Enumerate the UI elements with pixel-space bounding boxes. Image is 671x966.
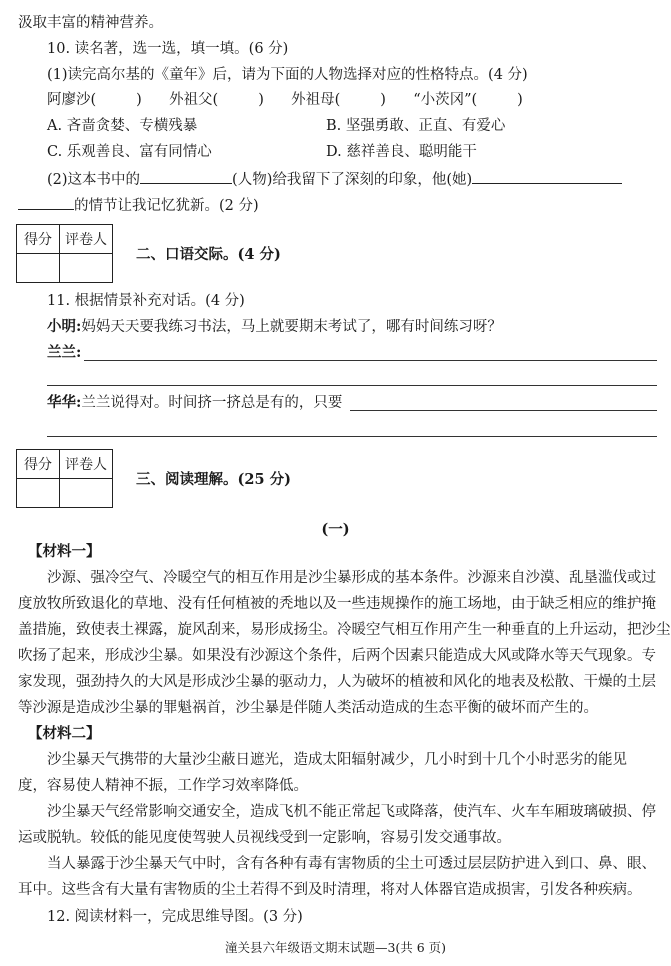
huahua-answer-line-2[interactable] <box>47 436 657 437</box>
grader-cell[interactable] <box>60 254 113 283</box>
material1-line: 度放牧所致退化的草地、没有任何植被的秃地以及一些违规操作的施工场地，由于缺乏相应的维护掩 <box>18 596 656 612</box>
q12-title: 12. 阅读材料一，完成思维导图。(3 分) <box>47 909 303 925</box>
grader-label: 评卷人 <box>60 450 113 479</box>
material1-line: 家发现，强劲持久的大风是形成沙尘暴的驱动力，人为破坏的植被和风化的地表及松散、干燥的土层 <box>18 674 656 690</box>
lanlan-answer-line-2[interactable] <box>47 385 657 386</box>
option-c: C. 乐观善良、富有同情心 <box>47 144 212 160</box>
material2-line: 沙尘暴天气携带的大量沙尘蔽日遮光，造成太阳辐射减少，几小时到十几个小时恶劣的能见 <box>47 752 627 768</box>
huahua-name: 华华: <box>47 394 82 411</box>
page-footer: 潼关县六年级语文期末试题—3(共 6 页) <box>224 940 447 955</box>
part-title: (一) <box>321 521 350 538</box>
score-box-2 <box>16 224 113 283</box>
q10-people: 阿廖沙( ) 外祖父( ) 外祖母( ) “小茨冈”( ) <box>47 92 523 108</box>
lanlan-answer-line-1[interactable] <box>84 360 657 361</box>
material2-heading: 【材料二】 <box>28 725 101 742</box>
material1-line: 吹扬了起来，形成沙尘暴。如果没有沙源这个条件，后两个因素只能造成大风或降水等天气现象。专 <box>18 648 656 664</box>
q10-sub2: (2)这本书中的 (人物)给我留下了深刻的印象，他(她) <box>47 167 657 191</box>
q10-title: 10. 读名著，选一选，填一填。(6 分) <box>47 41 289 57</box>
q10-sub1: (1)读完高尔基的《童年》后，请为下面的人物选择对应的性格特点。(4 分) <box>47 67 528 83</box>
score-box-3 <box>16 449 113 508</box>
blank-person[interactable] <box>140 167 232 184</box>
score-cell[interactable] <box>17 254 60 283</box>
lanlan-name: 兰兰: <box>47 344 82 361</box>
material2-line: 度，容易使人精神不振，工作学习效率降低。 <box>18 778 308 794</box>
material1-line: 等沙源是造成沙尘暴的罪魁祸首，沙尘暴是伴随人类活动造成的生态平衡的破坏而产生的。 <box>18 700 598 716</box>
material2-line: 沙尘暴天气经常影响交通安全，造成飞机不能正常起飞或降落，使汽车、火车车厢玻璃破损、停 <box>47 804 656 820</box>
material2-line: 运或脱轨。较低的能见度使驾驶人员视线受到一定影响，容易引发交通事故。 <box>18 830 511 846</box>
option-d: D. 慈祥善良、聪明能干 <box>326 144 477 160</box>
top-line: 汲取丰富的精神营养。 <box>18 15 163 31</box>
section-3-title: 三、阅读理解。(25 分) <box>136 471 291 488</box>
q11-title: 11. 根据情景补充对话。(4 分) <box>47 293 245 309</box>
material1-heading: 【材料一】 <box>28 543 101 560</box>
xiaoming-name: 小明: <box>47 318 82 335</box>
option-b: B. 坚强勇敢、正直、有爱心 <box>326 118 506 134</box>
person-4: “小茨冈”( <box>413 92 478 108</box>
material2-line: 耳中。这些含有大量有害物质的尘土若得不到及时清理，将对人体器官造成损害，引发各种疾病。 <box>18 882 642 898</box>
material1-line: 沙源、强冷空气、冷暖空气的相互作用是沙尘暴形成的基本条件。沙源来自沙漠、乱垦滥伐或过 <box>47 570 656 586</box>
huahua-text: 兰兰说得对。时间挤一挤总是有的，只要 <box>81 395 343 411</box>
blank-reason[interactable] <box>472 167 622 184</box>
option-a: A. 吝啬贪婪、专横残暴 <box>47 118 198 134</box>
grader-cell[interactable] <box>60 479 113 508</box>
grader-label: 评卷人 <box>60 225 113 254</box>
blank-plot[interactable] <box>18 193 74 210</box>
huahua-answer-line-1[interactable] <box>350 410 657 411</box>
xiaoming-text: 妈妈天天要我练习书法，马上就要期末考试了，哪有时间练习呀？ <box>81 319 502 335</box>
section-2-title: 二、口语交际。(4 分) <box>136 246 281 263</box>
material2-line: 当人暴露于沙尘暴天气中时，含有各种有毒有害物质的尘土可透过层层防护进入到口、鼻、眼、 <box>47 856 656 872</box>
person-1: 阿廖沙( <box>47 92 97 108</box>
xiaoming-line <box>47 316 657 338</box>
score-label: 得分 <box>17 450 60 479</box>
score-cell[interactable] <box>17 479 60 508</box>
material1-line: 盖措施，致使表土裸露，旋风刮来，易形成扬尘。冷暖空气相互作用产生一种垂直的上升运动，把沙尘 <box>18 622 671 638</box>
score-label: 得分 <box>17 225 60 254</box>
q10-sub2-cont: 的情节让我记忆犹新。(2 分) <box>18 193 657 217</box>
person-3: 外祖母( <box>291 92 341 108</box>
person-2: 外祖父( <box>169 92 219 108</box>
